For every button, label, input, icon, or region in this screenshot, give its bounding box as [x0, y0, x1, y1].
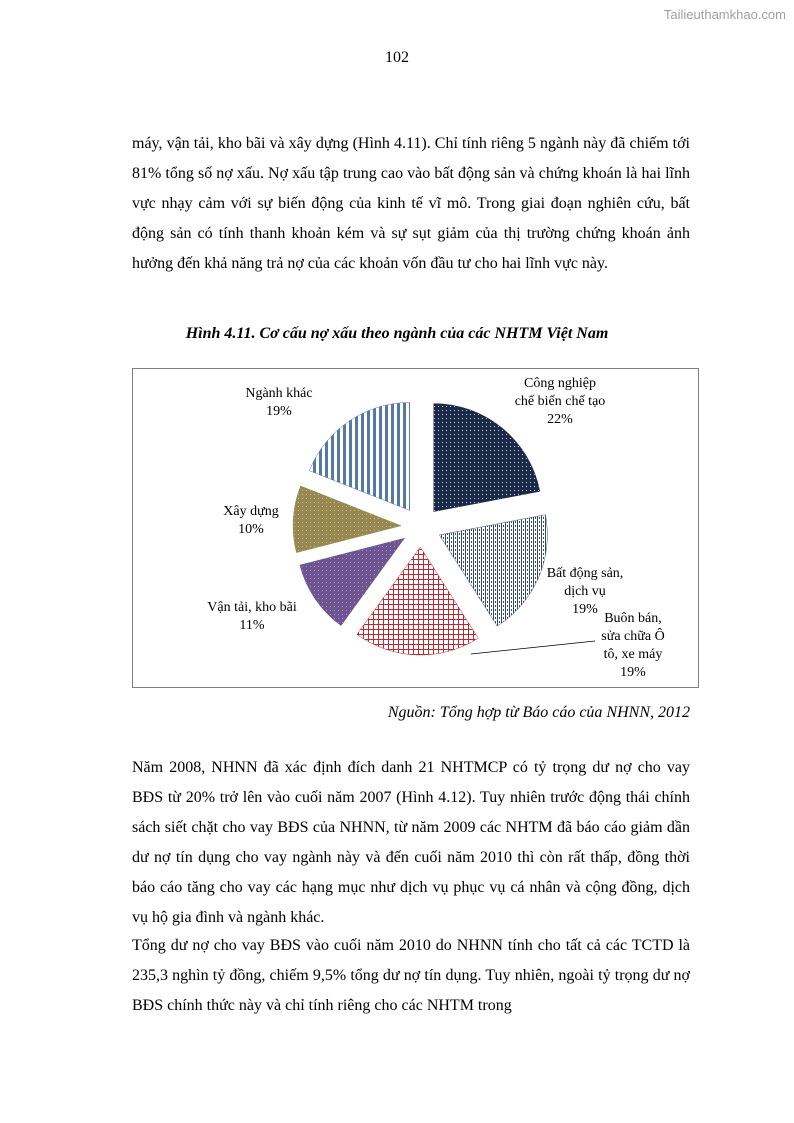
pie-label-3: Buôn bán, sửa chữa Ô tô, xe máy 19%	[601, 611, 665, 680]
pie-label-6: Ngành khác 19%	[245, 386, 313, 419]
body-paragraph-1: máy, vận tải, kho bãi và xây dựng (Hình 4.11). Chỉ tính riêng 5 ngành này đã chiếm tới 81% tổng số nợ xấu. Nợ xấu tập trung cao vào bất động sản và chứng khoán là hai lĩnh vực nhạy cảm với sự biến động của kinh tế vĩ mô. Trong giai đoạn nghiên cứu, bất động sản có tính thanh khoản kém và sự sụt giảm của thị trường chứng khoán ảnh hưởng đến khả năng trả nợ của các khoản vốn đầu tư cho hai lĩnh vực này.	[132, 135, 690, 272]
pie-label-2: Bất động sản, dịch vụ 19%	[546, 566, 624, 617]
pie-chart-frame	[132, 368, 699, 688]
figure-source: Nguồn: Tổng hợp từ Báo cáo của NHNN, 2012	[387, 704, 690, 721]
watermark: Tailieuthamkhao.com	[663, 7, 786, 22]
body-paragraph-3: Tổng dư nợ cho vay BĐS vào cuối năm 2010 do NHNN tính cho tất cả các TCTD là 235,3 nghìn tỷ đồng, chiếm 9,5% tổng dư nợ tín dụng. Tuy nhiên, ngoài tỷ trọng dư nợ BĐS chính thức này và chỉ tính riêng cho các NHTM trong	[132, 937, 690, 1014]
pie-slice-1	[434, 404, 540, 512]
pie-leader-line	[471, 641, 595, 654]
pie-label-5: Xây dựng 10%	[223, 504, 279, 537]
body-paragraph-2: Năm 2008, NHNN đã xác định đích danh 21 NHTMCP có tỷ trọng dư nợ cho vay BĐS từ 20% trở lên vào cuối năm 2007 (Hình 4.12). Tuy nhiên trước động thái chính sách siết chặt cho vay BĐS của NHNN, từ năm 2009 các NHTM đã báo cáo giảm dần dư nợ tín dụng cho vay ngành này và đến cuối năm 2010 thì còn rất thấp, đồng thời báo cáo tăng cho vay các hạng mục như dịch vụ phục vụ cá nhân và cộng đồng, dịch vụ hộ gia đình và ngành khác.	[132, 759, 690, 926]
pie-chart	[133, 369, 698, 687]
pie-label-1: Công nghiệp chế biến chế tạo 22%	[514, 376, 606, 427]
page-number: 102	[385, 49, 409, 66]
figure-caption: Hình 4.11. Cơ cấu nợ xấu theo ngành của các NHTM Việt Nam	[185, 325, 609, 342]
pie-label-4: Vận tải, kho bãi 11%	[207, 600, 297, 633]
pie-slice-6	[309, 402, 409, 510]
